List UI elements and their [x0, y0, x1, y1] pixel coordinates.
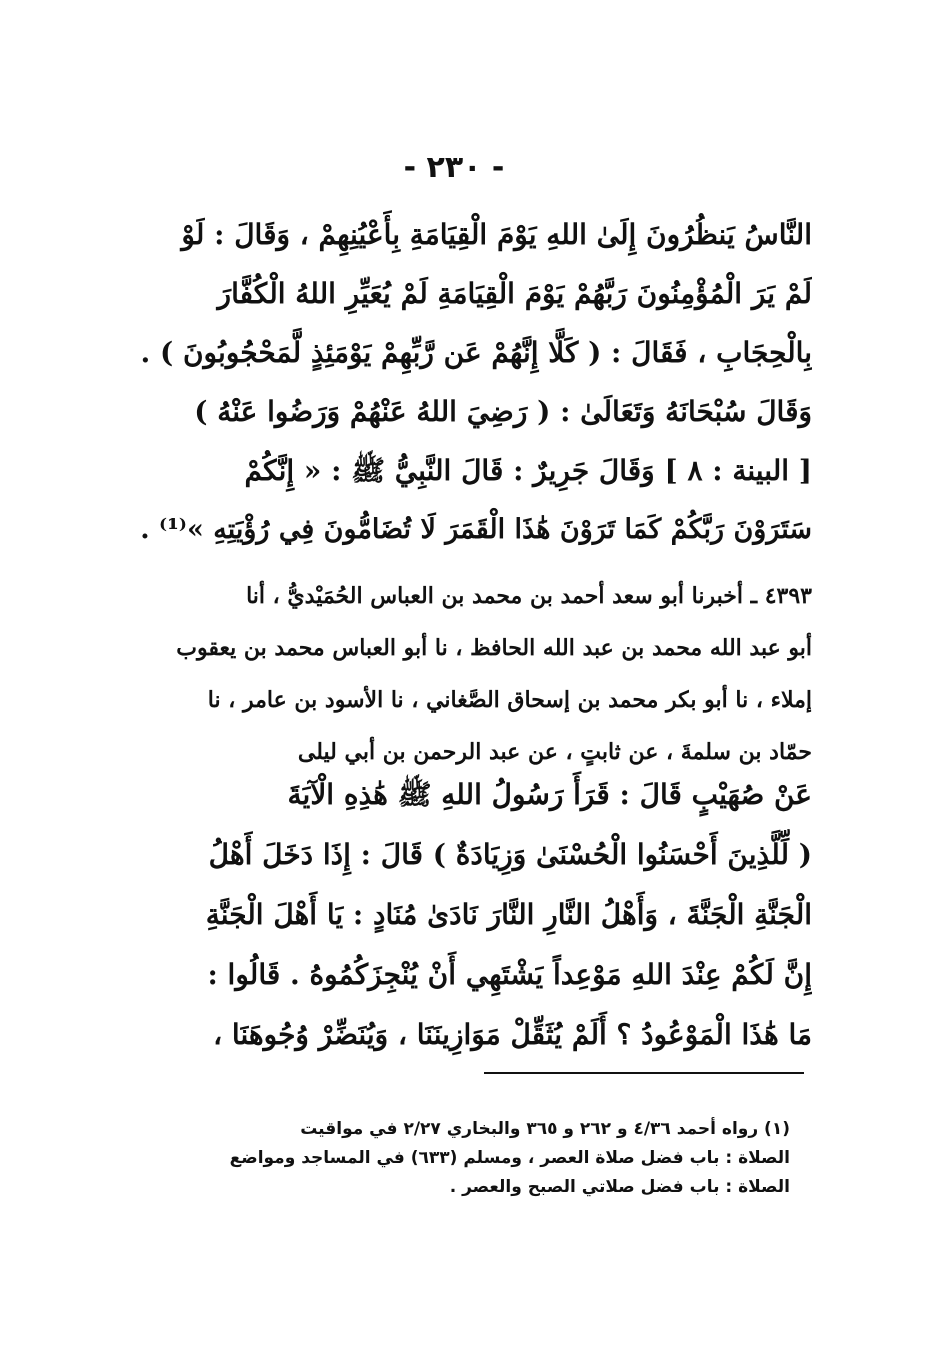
text-line: وَقَالَ سُبْحَانَهُ وَتَعَالَىٰ : ( رَضِيَ اللهُ عَنْهُمْ وَرَضُوا عَنْهُ ) [194, 395, 812, 428]
page-number: - ٢٣٠ - [403, 150, 505, 185]
text-line: إِنَّ لَكُمْ عِنْدَ اللهِ مَوْعِداً يَشْتَهِي أَنْ يُنْجِزَكُمُوهُ . قَالُوا : [207, 958, 812, 991]
main-text-block [132, 205, 812, 559]
text-line: بِالْحِجَابِ ، فَقَالَ : ( كَلَّا إِنَّهُمْ عَن رَّبِّهِمْ يَوْمَئِذٍ لَّمَحْجُوبُونَ ) . [140, 336, 812, 369]
isnad-line: إملاء ، نا أبو بكر محمد بن إسحاق الصَّغاني ، نا الأسود بن عامر ، نا [207, 687, 812, 713]
text-line: ( لِّلَّذِينَ أَحْسَنُوا الْحُسْنَىٰ وَزِيَادَةٌ ) قَالَ : إِذَا دَخَلَ أَهْلُ [208, 838, 812, 871]
text-line: النَّاسُ يَنظُرُونَ إِلَىٰ اللهِ يَوْمَ الْقِيَامَةِ بِأَعْيُنِهِمْ ، وَقَالَ : لَوْ [181, 218, 812, 251]
isnad-block [132, 570, 812, 778]
footnote-divider [484, 1072, 804, 1074]
footnote-line: الصلاة : باب فضل صلاتي الصبح والعصر . [449, 1177, 790, 1197]
text-line: لَمْ يَرَ الْمُؤْمِنُونَ رَبَّهُمْ يَوْمَ الْقِيَامَةِ لَمْ يُعَيِّرِ اللهُ الْكُفَّارَ [217, 277, 812, 310]
hadith-text-block [132, 765, 812, 1065]
text-line: سَتَرَوْنَ رَبَّكُمْ كَمَا تَرَوْنَ هَٰذَا الْقَمَرَ لَا تُضَامُّونَ فِي رُؤْيَتِهِ »⁽¹⁾ . [140, 514, 812, 545]
text-line: مَا هَٰذَا الْمَوْعُودُ ؟ أَلَمْ يُثَقِّلْ مَوَازِينَنَا ، وَيُنَضِّرْ وُجُوهَنَا ، [213, 1018, 812, 1051]
text-line: [ البينة : ٨ ] وَقَالَ جَرِيرٌ : قَالَ النَّبِيُّ ﷺ : « إِنَّكُمْ [244, 454, 812, 487]
footnote-line: الصلاة : باب فضل صلاة العصر ، ومسلم (٦٣٣) في المساجد ومواضع [229, 1148, 790, 1168]
isnad-line: حمّاد بن سلمةَ ، عن ثابتٍ ، عن عبد الرحمن بن أبي ليلى [297, 739, 812, 765]
footnote [150, 1115, 790, 1202]
text-line: الْجَنَّةِ الْجَنَّةَ ، وَأَهْلُ النَّارِ النَّارَ نَادَىٰ مُنَادٍ : يَا أَهْلَ الْجَنَّةِ [205, 898, 812, 931]
footnote-line: (١) رواه أحمد ٤/٣٦ و ٢٦٢ و ٣٦٥ والبخاري ٢/٢٧ في مواقيت [300, 1119, 790, 1139]
isnad-line: ٤٣٩٣ ـ أخبرنا أبو سعد أحمد بن محمد بن العباس الحُمَيْديُّ ، أنا [246, 583, 812, 609]
isnad-line: أبو عبد الله محمد بن عبد الله الحافظ ، نا أبو العباس محمد بن يعقوب [176, 635, 812, 661]
text-line: عَنْ صُهَيْبٍ قَالَ : قَرَأَ رَسُولُ اللهِ ﷺ هَٰذِهِ الْآيَةَ [287, 778, 812, 811]
